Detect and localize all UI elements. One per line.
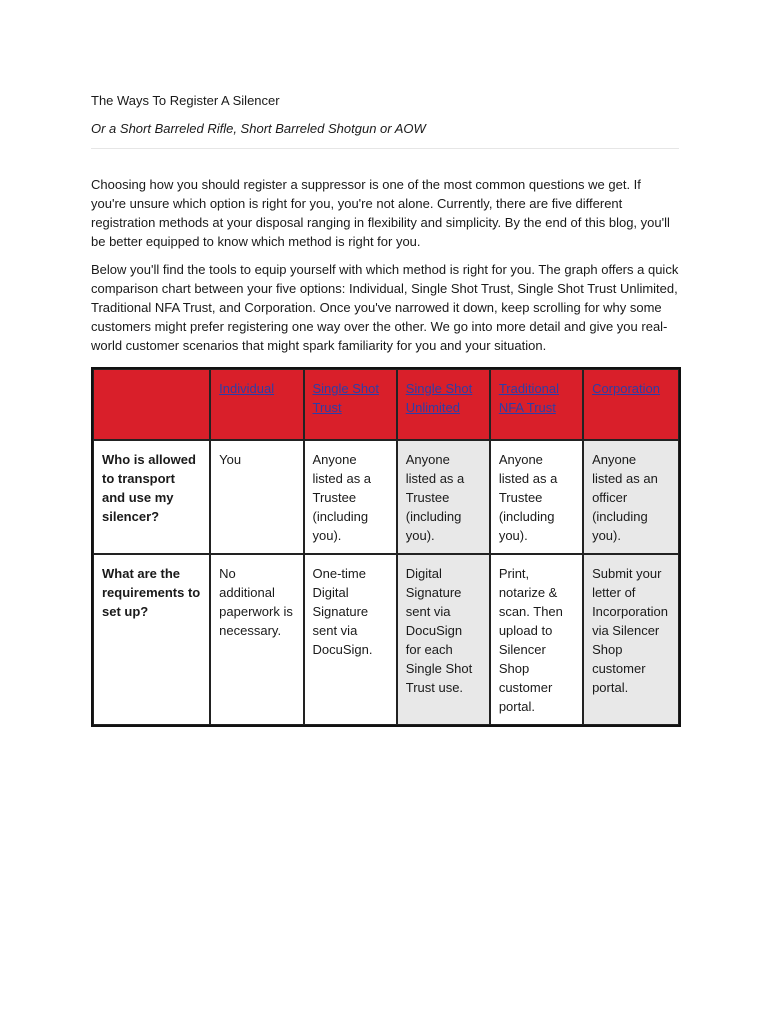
table-cell: Anyone listed as a Trustee (including you). (490, 440, 583, 554)
document-page (91, 92, 679, 727)
document-title: The Ways To Register A Silencer (91, 93, 280, 108)
table-row (93, 554, 679, 725)
table-cell: One-time Digital Signature sent via DocuSign. (304, 554, 397, 725)
table-cell: Anyone listed as an officer (including you). (583, 440, 679, 554)
column-link-individual[interactable]: Individual (219, 381, 275, 396)
table-cell: Print, notarize & scan. Then upload to Silencer Shop customer portal. (490, 554, 583, 725)
table-row (93, 440, 679, 554)
header-cell (304, 369, 397, 440)
comparison-paragraph: Below you'll find the tools to equip yourself with which method is right for you. The graph offers a quick comparison chart between your five options: Individual, Single Shot Trust, Single Shot Trust Unlimited, Traditional NFA Trust, and Corporation. Once you've narrowed it down, keep scrolling for why some customers might prefer registering one way over the other. We go into more detail and give you real-world customer scenarios that might spark familiarity for you and your situation. (91, 262, 679, 353)
column-link-single-shot-unlimited[interactable]: Single Shot Unlimited (405, 381, 473, 415)
table-cell: Submit your letter of Incorporation via Silencer Shop customer portal. (583, 554, 679, 725)
header-cell (583, 369, 679, 440)
header-cell (490, 369, 583, 440)
header-cell (397, 369, 490, 440)
comparison-table (91, 367, 681, 727)
table-cell: No additional paperwork is necessary. (210, 554, 303, 725)
header-cell (210, 369, 303, 440)
document-subtitle: Or a Short Barreled Rifle, Short Barreled Shotgun or AOW (91, 121, 426, 136)
intro-paragraph: Choosing how you should register a suppressor is one of the most common questions we get. If you're unsure which option is right for you, you're not alone. Currently, there are five different registration methods at your disposal ranging in flexibility and simplicity. By the end of this blog, you'll be better equipped to know which method is right for you. (91, 177, 670, 249)
divider (91, 148, 679, 149)
table-cell: Anyone listed as a Trustee (including you). (397, 440, 490, 554)
row-label: Who is allowed to transport and use my silencer? (93, 440, 210, 554)
column-link-corporation[interactable]: Corporation (592, 381, 660, 396)
table-cell: Digital Signature sent via DocuSign for each Single Shot Trust use. (397, 554, 490, 725)
header-empty-cell (93, 369, 210, 440)
column-link-single-shot-trust[interactable]: Single Shot Trust (312, 381, 379, 415)
row-label: What are the requirements to set up? (93, 554, 210, 725)
column-link-traditional-nfa-trust[interactable]: Traditional NFA Trust (498, 381, 560, 415)
table-cell: Anyone listed as a Trustee (including you). (304, 440, 397, 554)
table-header-row (93, 369, 679, 440)
table-cell: You (210, 440, 303, 554)
